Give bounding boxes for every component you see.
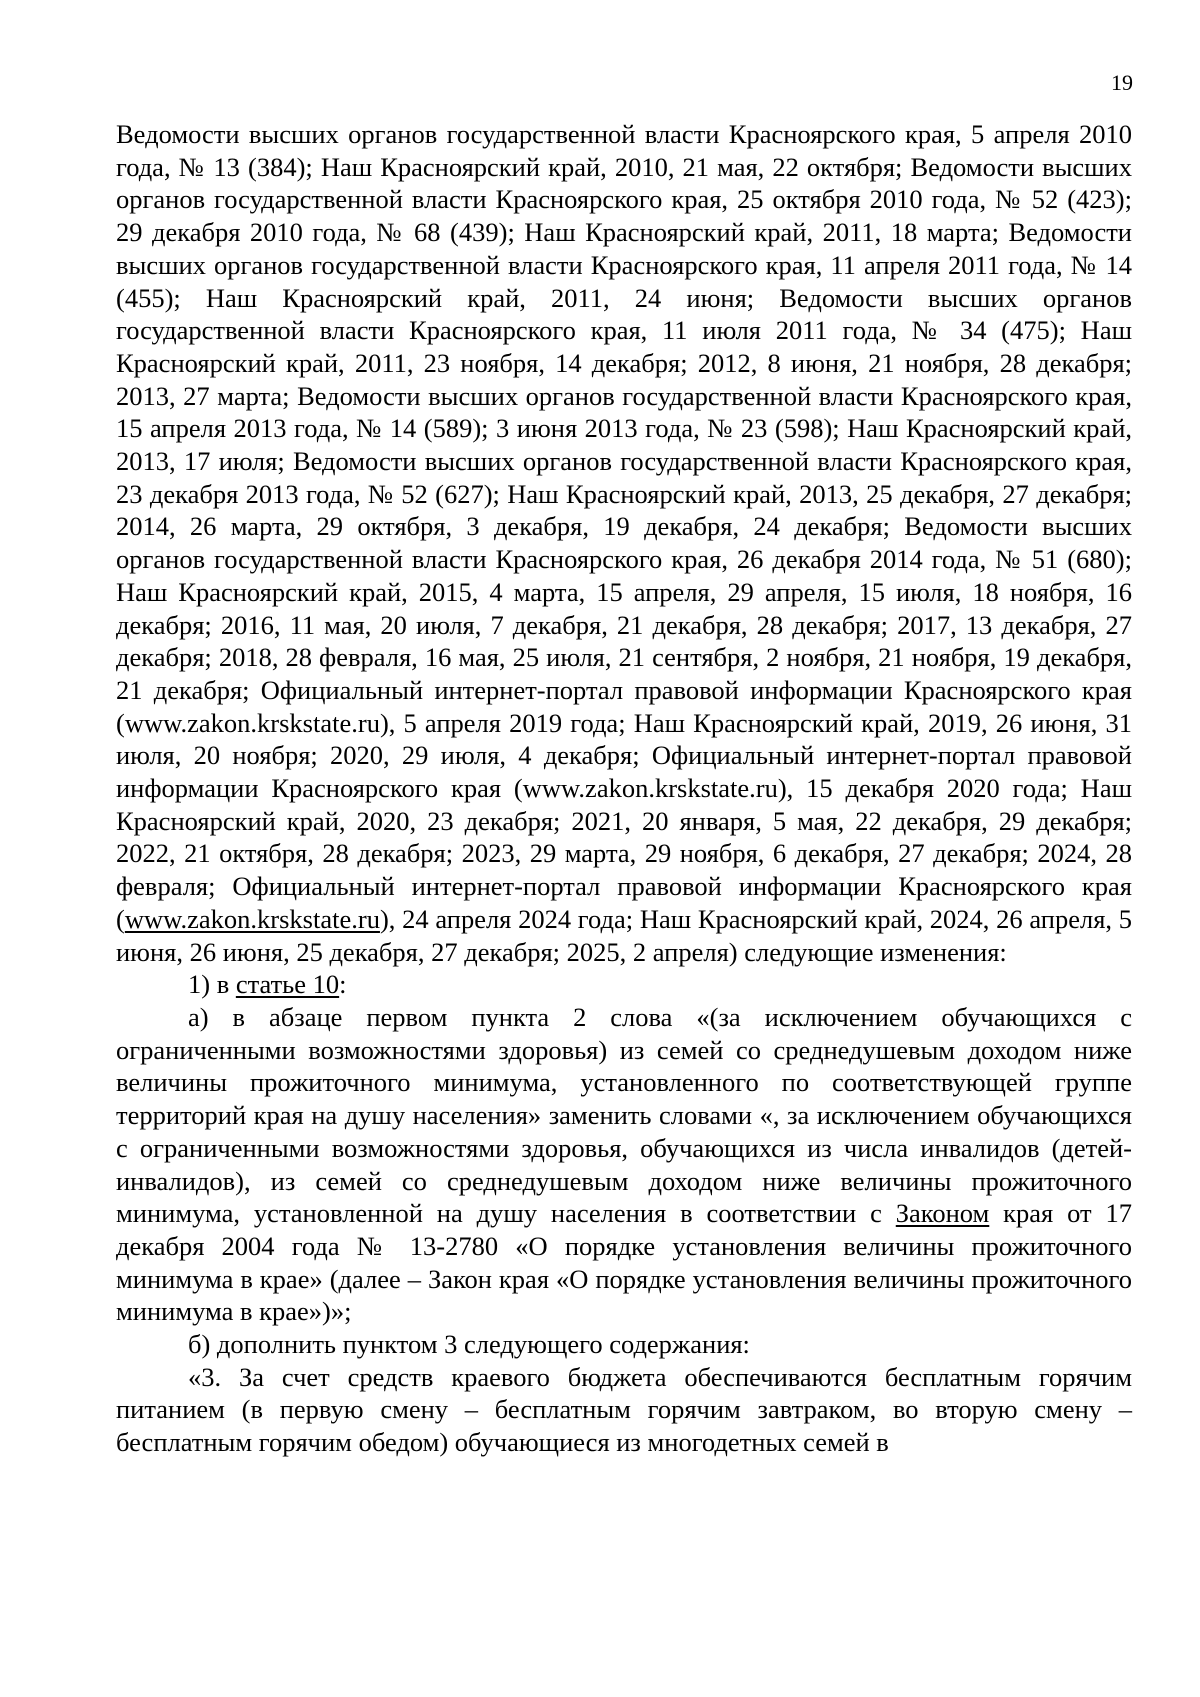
item-a-tail-text: края от 17 декабря 2004 года № 13-2780 «О порядке установления величины прожиточного минимума в крае» (далее – Закон края «О порядке установления величины прожиточного минимума в крае»)»; — [116, 1198, 1132, 1327]
page-number: 19 — [1111, 70, 1133, 95]
document-body — [116, 118, 1132, 1459]
intro-tail-text: ), 24 апреля 2024 года; Наш Красноярский край, 2024, 26 апреля, 5 июня, 26 июня, 25 декабря, 27 декабря; 2025, 2 апреля) следующие изменения: — [116, 903, 1132, 967]
item-3-paragraph: «3. За счет средств краевого бюджета обеспечиваются бесплатным горячим питанием (в первую смену – бесплатным горячим завтраком, во вторую смену – бесплатным горячим обедом) обучающиеся из многодетных семей в — [116, 1361, 1132, 1458]
intro-paragraph — [116, 118, 1132, 968]
item-1-suffix: : — [339, 969, 347, 1000]
article-10-link[interactable]: статье 10 — [235, 969, 340, 1000]
law-link[interactable]: Законом — [895, 1198, 990, 1229]
item-a-paragraph — [116, 1001, 1132, 1328]
intro-text: Ведомости высших органов государственной власти Красноярского края, 5 апреля 2010 года, № 13 (384); Наш Красноярский край, 2010, 21 мая, 22 октября; Ведомости высших органов государственной власти Красноярского края, 25 октября 2010 года, № 52 (423); 29 декабря 2010 года, № 68 (439); Наш Красноярский край, 2011, 18 марта; Ведомости высших органов государственной власти Красноярского края, 11 апреля 2011 года, № 14 (455); Наш Красноярский край, 2011, 24 июня; Ведомости высших органов государственной власти Красноярского края, 11 июля 2011 года, № 34 (475); Наш Красноярский край, 2011, 23 ноября, 14 декабря; 2012, 8 июня, 21 ноября, 28 декабря; 2013, 27 марта; Ведомости высших органов государственной власти Красноярского края, 15 апреля 2013 года, № 14 (589); 3 июня 2013 года, № 23 (598); Наш Красноярский край, 2013, 17 июля; Ведомости высших органов государственной власти Красноярского края, 23 декабря 2013 года, № 52 (627); Наш Красноярский край, 2013, 25 декабря, 27 декабря; 2014, 26 марта, 29 октября, 3 декабря, 19 декабря, 24 декабря; Ведомости высших органов государственной власти Красноярского края, 26 декабря 2014 года, № 51 (680); Наш Красноярский край, 2015, 4 марта, 15 апреля, 29 апреля, 15 июля, 18 ноября, 16 декабря; 2016, 11 мая, 20 июля, 7 декабря, 21 декабря, 28 декабря; 2017, 13 декабря, 27 декабря; 2018, 28 февраля, 16 мая, 25 июля, 21 сентября, 2 ноября, 21 ноября, 19 декабря, 21 декабря; Официальный интернет-портал правовой информации Красноярского края (www.zakon.krskstate.ru), 5 апреля 2019 года; Наш Красноярский край, 2019, 26 июня, 31 июля, 20 ноября; 2020, 29 июля, 4 декабря; Официальный интернет-портал правовой информации Красноярского края (www.zakon.krskstate.ru), 15 декабря 2020 года; Наш Красноярский край, 2020, 23 декабря; 2021, 20 января, 5 мая, 22 декабря, 29 декабря; 2022, 21 октября, 28 декабря; 2023, 29 марта, 29 ноября, 6 декабря, 27 декабря; 2024, 28 февраля; Официальный интернет-портал правовой информации Красноярского края ( — [116, 119, 1132, 934]
zakon-portal-link[interactable]: www.zakon.krskstate.ru — [124, 903, 380, 934]
item-1-prefix: 1) в — [188, 969, 236, 1000]
item-a-text: а) в абзаце первом пункта 2 слова «(за исключением обучающихся с ограниченными возможностями здоровья) из семей со среднедушевым доходом ниже величины прожиточного минимума, установленного по соответствующей группе территорий края на душу населения» заменить словами «, за исключением обучающихся с ограниченными возможностями здоровья, обучающихся из числа инвалидов (детей-инвалидов), из семей со среднедушевым доходом ниже величины прожиточного минимума, установленной на душу населения в соответствии с — [116, 1001, 1132, 1229]
item-1-paragraph — [116, 968, 1132, 1001]
item-b-paragraph: б) дополнить пунктом 3 следующего содержания: — [188, 1329, 750, 1360]
